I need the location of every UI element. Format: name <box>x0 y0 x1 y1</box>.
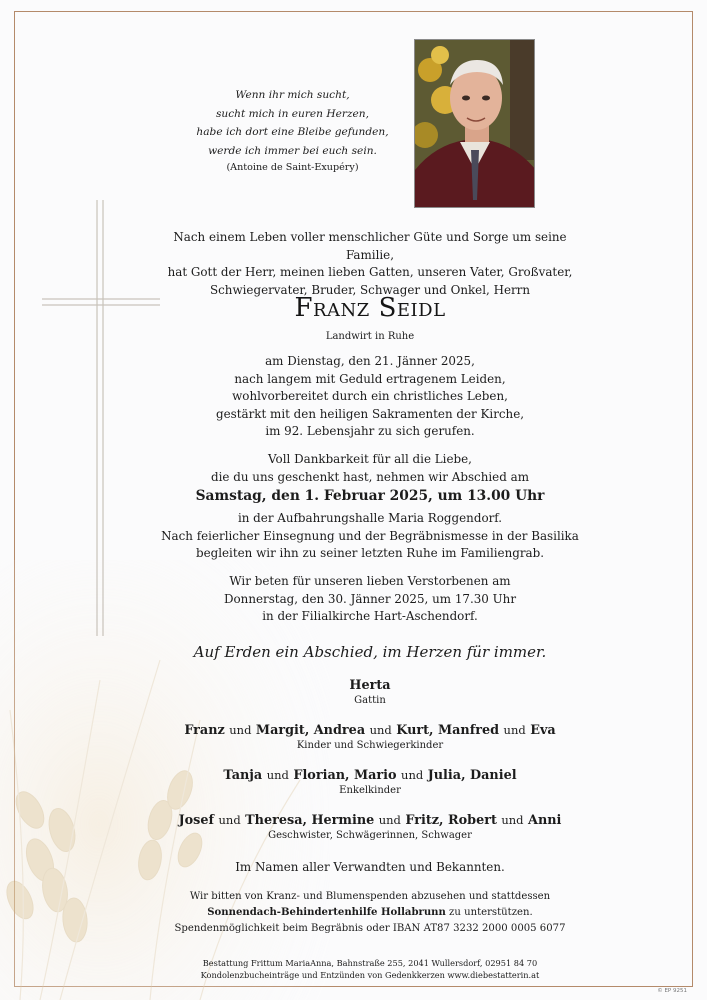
family-spouse <box>150 677 590 708</box>
ceremony-line: begleiten wir ihn zu seiner letzten Ruhe im Familiengrab. <box>195 546 545 560</box>
thanks-line: die du uns geschenkt hast, nehmen wir Abschied am <box>211 469 529 484</box>
spouse-role: Gattin <box>354 695 386 706</box>
funeral-date: Samstag, den 1. Februar 2025, um 13.00 Uhr <box>195 488 545 504</box>
prayer-text <box>150 573 590 626</box>
ceremony-line: Nach feierlicher Einsegnung und der Begräbnismesse in der Basilika <box>161 528 579 543</box>
family-name: Andrea <box>313 723 366 738</box>
deceased-name: Franz Seidl <box>294 293 446 323</box>
spouse-name: Herta <box>349 678 391 693</box>
family-name: Florian, <box>293 768 350 783</box>
quote-line: Wenn ihr mich sucht, <box>235 89 350 101</box>
death-notice <box>150 353 590 441</box>
quote-line: werde ich immer bei euch sein. <box>208 144 377 157</box>
donation-line: Spendenmöglichkeit beim Begräbnis oder IBAN AT87 3232 2000 0005 6077 <box>174 923 566 934</box>
portrait-photo <box>414 39 535 208</box>
motto: Auf Erden ein Abschied, im Herzen für immer. <box>193 643 547 661</box>
family-name: Daniel <box>470 768 517 783</box>
grandchildren-role: Enkelkinder <box>339 785 401 796</box>
conjunction: und <box>503 723 526 737</box>
family-name: Anni <box>528 813 562 828</box>
family-siblings <box>150 812 590 843</box>
family-grandchildren <box>150 767 590 798</box>
donation-suffix: zu unterstützen. <box>445 907 533 918</box>
closing-text: Im Namen aller Verwandten und Bekannten. <box>235 860 505 874</box>
thanks-text <box>150 451 590 486</box>
conjunction: und <box>218 813 241 827</box>
prayer-line: Donnerstag, den 30. Jänner 2025, um 17.30 Uhr <box>223 591 517 606</box>
family-name: Margit, <box>255 723 310 738</box>
family-name: Robert <box>447 813 497 828</box>
siblings-role: Geschwister, Schwägerinnen, Schwager <box>268 830 472 841</box>
funeral-home-footer <box>150 957 590 981</box>
intro-line: Nach einem Leben voller menschlicher Güte und Sorge um seine Familie, <box>173 230 567 262</box>
family-name: Fritz, <box>405 813 444 828</box>
thanks-line: Voll Dankbarkeit für all die Liebe, <box>268 452 472 466</box>
family-name: Kurt, <box>396 723 434 738</box>
donation-org: Sonnendach-Behindertenhilfe Hollabrunn <box>207 907 446 918</box>
donation-text <box>150 889 590 937</box>
family-name: Franz <box>184 723 225 738</box>
family-name: Mario <box>353 768 397 783</box>
death-line: nach langem mit Geduld ertragenem Leiden, <box>234 371 506 386</box>
death-line: am Dienstag, den 21. Jänner 2025, <box>265 354 475 368</box>
quote-line: sucht mich in euren Herzen, <box>215 107 369 120</box>
footer-line: Kondolenzbucheinträge und Entzünden von Gedenkkerzen www.diebestatterin.at <box>200 970 540 980</box>
family-name: Josef <box>178 813 215 828</box>
conjunction: und <box>266 768 289 782</box>
intro-line: Schwiegervater, Bruder, Schwager und Onkel, Herrn <box>209 282 531 297</box>
quote-line: habe ich dort eine Bleibe gefunden, <box>196 126 389 139</box>
donation-line <box>150 905 590 921</box>
death-line: gestärkt mit den heiligen Sakramenten der Kirche, <box>215 406 525 421</box>
conjunction: und <box>378 813 401 827</box>
quote-block <box>190 86 395 176</box>
intro-text <box>150 229 590 299</box>
family-name: Tanja <box>223 768 263 783</box>
death-line: wohlvorbereitet durch ein christliches Leben, <box>232 389 508 403</box>
prayer-line: in der Filialkirche Hart-Aschendorf. <box>262 609 478 623</box>
children-role: Kinder und Schwiegerkinder <box>296 740 444 751</box>
grandchildren-names <box>150 767 590 784</box>
family-children <box>150 722 590 753</box>
family-name: Julia, <box>427 768 466 783</box>
conjunction: und <box>401 768 424 782</box>
death-line: im 92. Lebensjahr zu sich gerufen. <box>265 424 475 438</box>
footer-line: Bestattung Frittum MariaAnna, Bahnstraße 255, 2041 Wullersdorf, 02951 84 70 <box>202 958 538 968</box>
family-name: Hermine <box>311 813 375 828</box>
ceremony-text <box>150 510 590 563</box>
ceremony-line: in der Aufbahrungshalle Maria Roggendorf. <box>237 511 503 525</box>
cross-icon <box>40 198 162 638</box>
siblings-names <box>150 812 590 829</box>
family-name: Eva <box>530 723 556 738</box>
conjunction: und <box>229 723 252 737</box>
prayer-line: Wir beten für unseren lieben Verstorbenen am <box>229 574 511 588</box>
quote-source: (Antoine de Saint-Exupéry) <box>226 162 359 174</box>
family-name: Manfred <box>437 723 500 738</box>
family-name: Theresa, <box>245 813 307 828</box>
donation-line: Wir bitten von Kranz- und Blumenspenden abzusehen und stattdessen <box>189 891 551 902</box>
conjunction: und <box>501 813 524 827</box>
intro-line: hat Gott der Herr, meinen lieben Gatten, unseren Vater, Großvater, <box>167 265 573 279</box>
deceased-title: Landwirt in Ruhe <box>325 331 415 342</box>
copyright-mark: © EP 9251 <box>657 988 687 994</box>
conjunction: und <box>369 723 392 737</box>
children-names <box>150 722 590 739</box>
